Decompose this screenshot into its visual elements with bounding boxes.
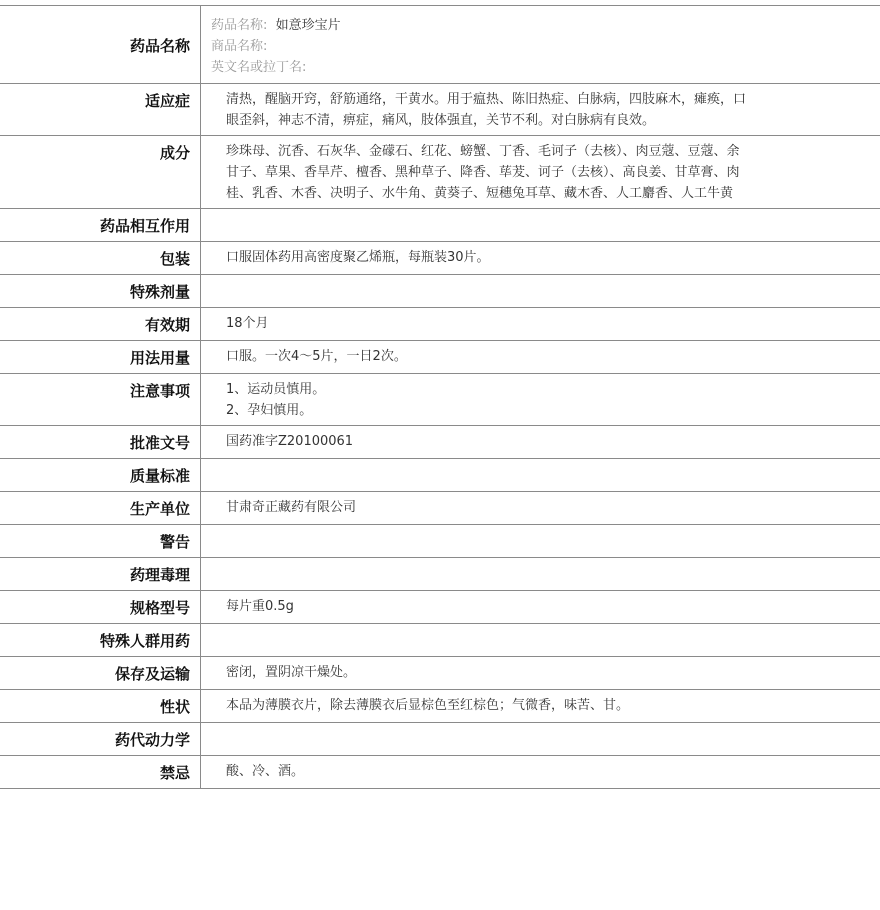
contraindications-label: 禁忌	[0, 756, 201, 788]
validity-value: 18个月	[226, 316, 269, 331]
special-dosage-label: 特殊剂量	[0, 275, 201, 307]
ingredients-label: 成分	[0, 136, 201, 208]
indication-label: 适应症	[0, 84, 201, 135]
generic-name-line	[211, 15, 880, 36]
row-manufacturer	[0, 492, 880, 525]
row-ingredients	[0, 136, 880, 209]
pharmacokinetics-value	[201, 723, 880, 755]
specification-label: 规格型号	[0, 591, 201, 623]
row-toxicology	[0, 558, 880, 591]
row-special-dosage	[0, 275, 880, 308]
usage-value: 口服。一次4～5片，一日2次。	[226, 349, 407, 364]
toxicology-value	[201, 558, 880, 590]
manufacturer-label: 生产单位	[0, 492, 201, 524]
row-indication	[0, 84, 880, 136]
row-pharmacokinetics	[0, 723, 880, 756]
pharmacokinetics-label: 药代动力学	[0, 723, 201, 755]
row-interactions	[0, 209, 880, 242]
interactions-label: 药品相互作用	[0, 209, 201, 241]
generic-name-label: 药品名称:	[211, 18, 268, 33]
approval-value: 国药准字Z20100061	[226, 434, 354, 449]
interactions-value	[201, 209, 880, 241]
indication-line: 眼歪斜，神志不清，痹症，痛风，肢体强直，关节不利。对白脉病有良效。	[226, 113, 656, 128]
usage-label: 用法用量	[0, 341, 201, 373]
row-specification	[0, 591, 880, 624]
english-name-line	[211, 57, 880, 78]
drug-name-value	[201, 6, 880, 83]
quality-standard-value	[201, 459, 880, 491]
specification-value: 每片重0.5g	[226, 599, 294, 614]
precaution-item: 1、运动员慎用。	[226, 382, 326, 397]
packaging-label: 包装	[0, 242, 201, 274]
generic-name-value: 如意珍宝片	[275, 18, 341, 33]
indication-value	[201, 84, 880, 135]
row-storage	[0, 657, 880, 690]
row-warning	[0, 525, 880, 558]
ingredients-value	[201, 136, 880, 208]
trade-name-label: 商品名称:	[211, 39, 268, 54]
row-appearance	[0, 690, 880, 723]
quality-standard-label: 质量标准	[0, 459, 201, 491]
indication-line: 清热，醒脑开窍，舒筋通络，干黄水。用于瘟热、陈旧热症、白脉病，四肢麻木，瘫痪，口	[226, 92, 747, 107]
row-quality-standard	[0, 459, 880, 492]
toxicology-label: 药理毒理	[0, 558, 201, 590]
row-special-population	[0, 624, 880, 657]
ingredients-line: 桂、乳香、木香、决明子、水牛角、黄葵子、短穗兔耳草、藏木香、人工麝香、人工牛黄	[226, 186, 734, 201]
row-contraindications	[0, 756, 880, 789]
packaging-value: 口服固体药用高密度聚乙烯瓶，每瓶装30片。	[226, 250, 490, 265]
contraindications-value: 酸、冷、酒。	[226, 764, 305, 779]
storage-label: 保存及运输	[0, 657, 201, 689]
precautions-label: 注意事项	[0, 374, 201, 425]
warning-label: 警告	[0, 525, 201, 557]
warning-value	[201, 525, 880, 557]
appearance-value: 本品为薄膜衣片，除去薄膜衣后显棕色至红棕色；气微香，味苦、甘。	[226, 698, 630, 713]
special-population-value	[201, 624, 880, 656]
row-usage	[0, 341, 880, 374]
special-population-label: 特殊人群用药	[0, 624, 201, 656]
row-approval	[0, 426, 880, 459]
ingredients-line: 珍珠母、沉香、石灰华、金礞石、红花、螃蟹、丁香、毛诃子（去核）、肉豆蔻、豆蔻、余	[226, 144, 740, 159]
approval-label: 批准文号	[0, 426, 201, 458]
row-packaging	[0, 242, 880, 275]
drug-info-table	[0, 5, 880, 789]
storage-value: 密闭，置阴凉干燥处。	[226, 665, 357, 680]
precautions-value	[201, 374, 880, 425]
row-precautions	[0, 374, 880, 426]
precaution-item: 2、孕妇慎用。	[226, 403, 313, 418]
validity-label: 有效期	[0, 308, 201, 340]
special-dosage-value	[201, 275, 880, 307]
trade-name-line	[211, 36, 880, 57]
manufacturer-value: 甘肃奇正藏药有限公司	[226, 500, 357, 515]
english-name-label: 英文名或拉丁名:	[211, 60, 307, 75]
row-drug-name	[0, 6, 880, 84]
ingredients-line: 甘子、草果、香旱芹、檀香、黑种草子、降香、荜茇、诃子（去核）、高良姜、甘草膏、肉	[226, 165, 740, 180]
drug-name-label: 药品名称	[0, 6, 201, 83]
row-validity	[0, 308, 880, 341]
appearance-label: 性状	[0, 690, 201, 722]
